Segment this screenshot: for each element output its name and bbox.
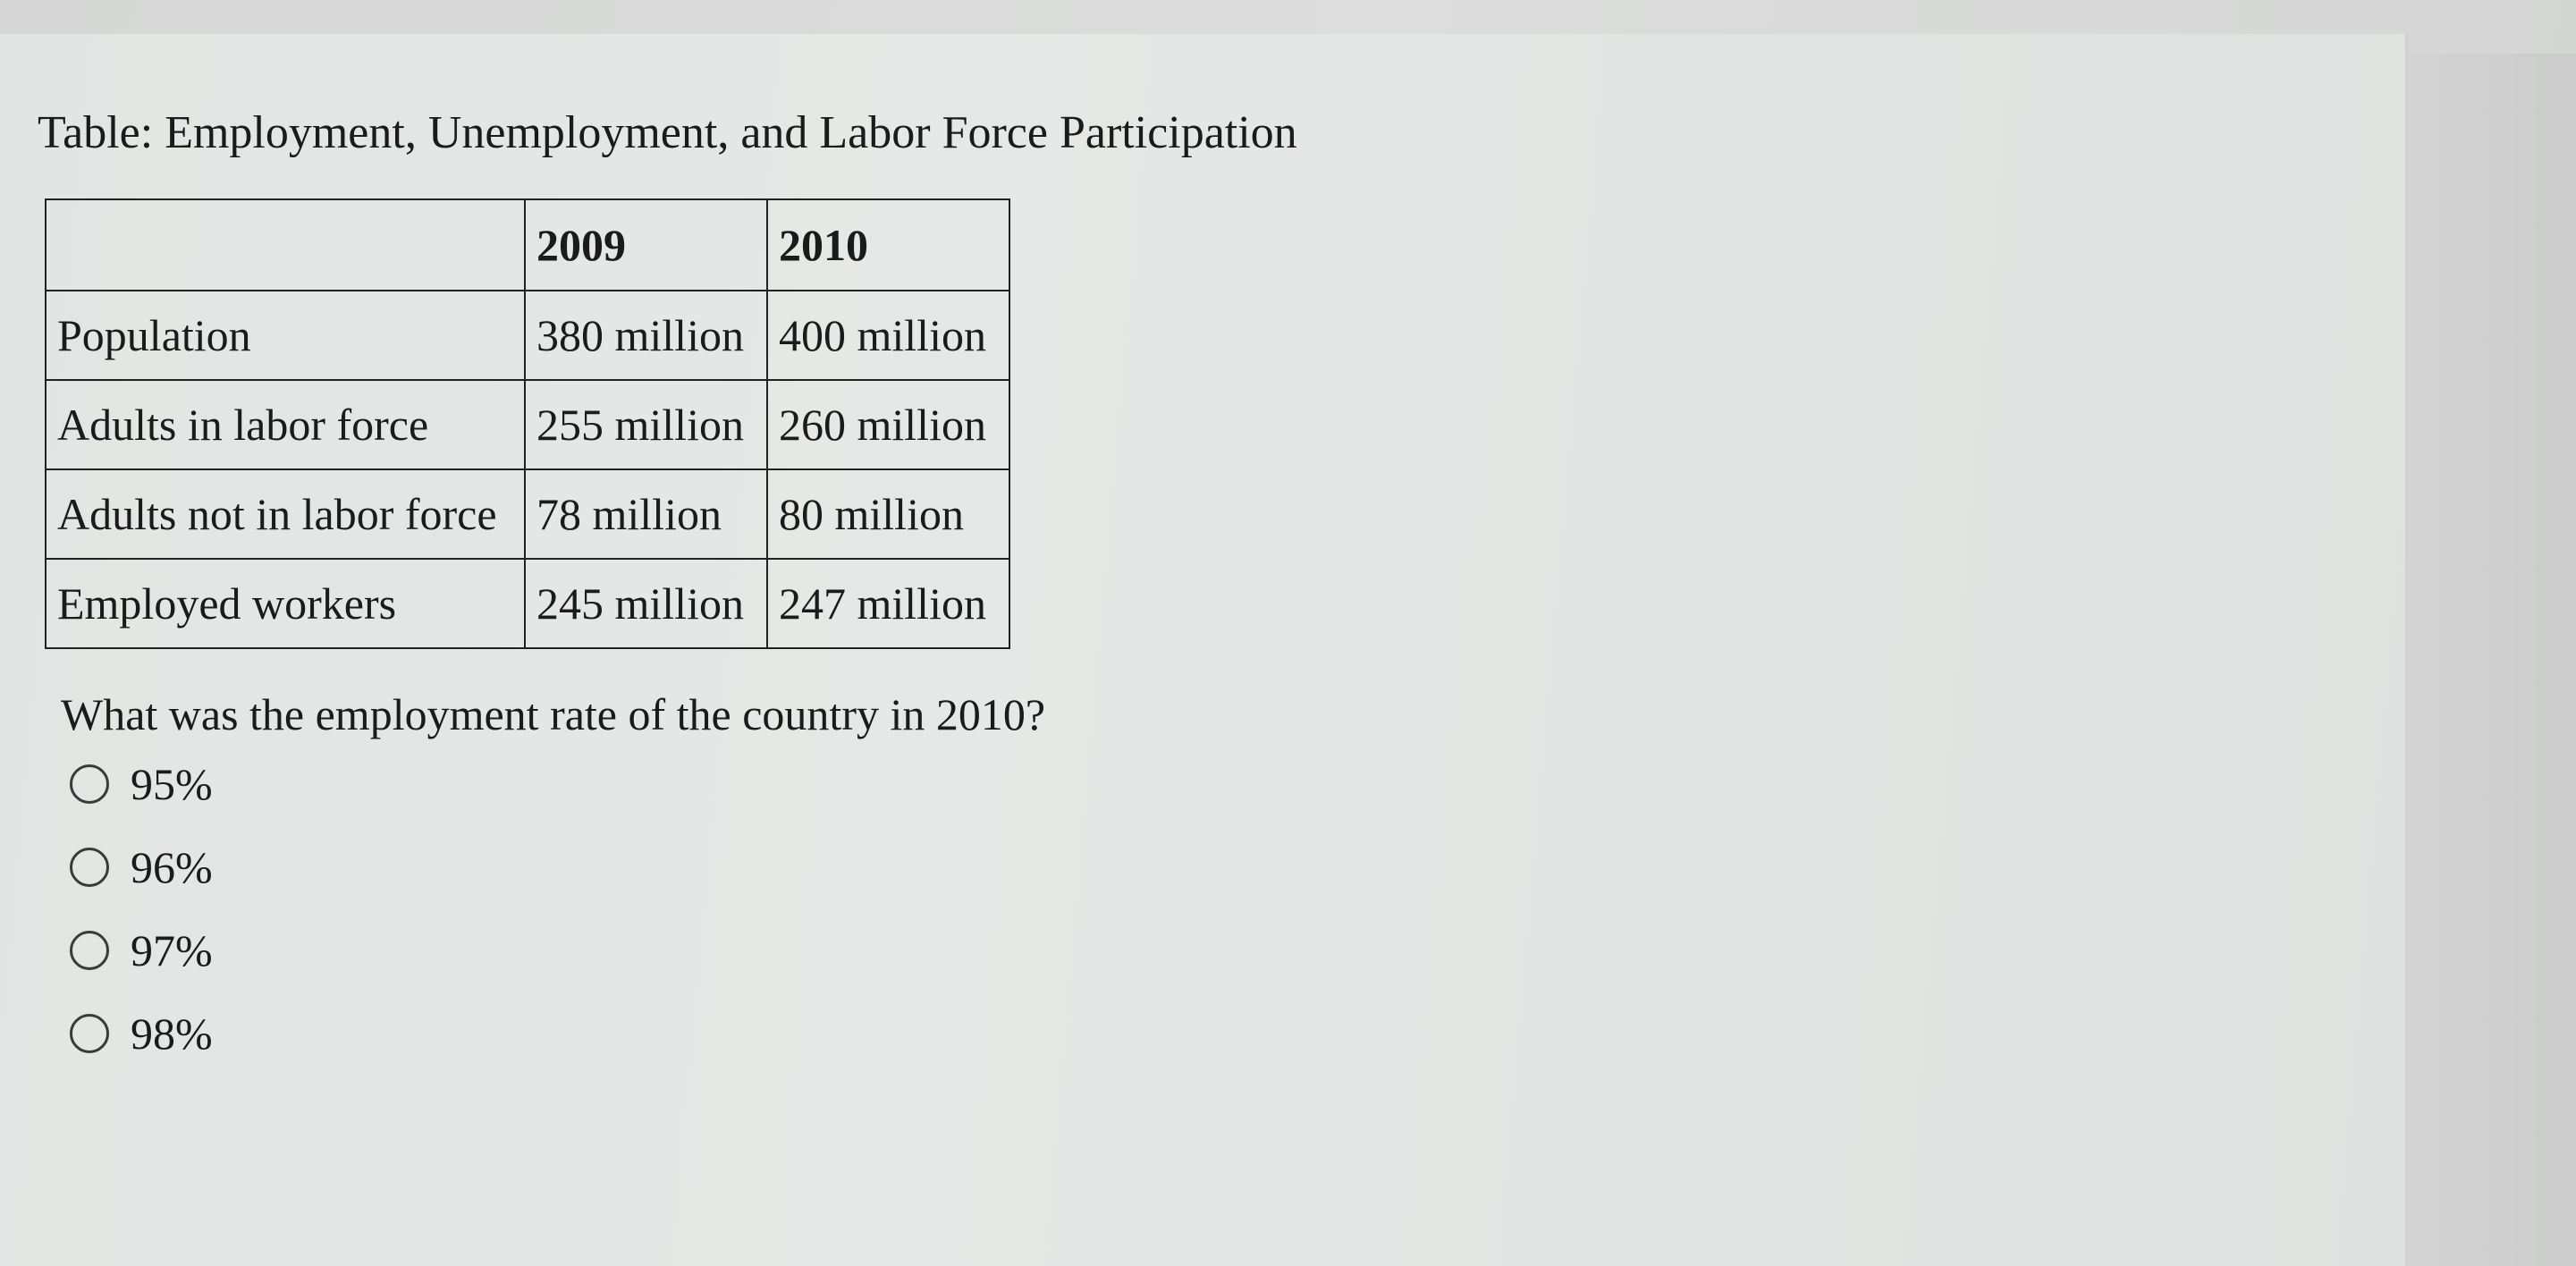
header-cell-2009: 2009 bbox=[525, 199, 767, 291]
radio-button-icon[interactable] bbox=[70, 1014, 109, 1053]
data-table bbox=[45, 198, 1010, 649]
cell-2010: 260 million bbox=[767, 380, 1009, 469]
answer-option-98[interactable] bbox=[70, 992, 213, 1075]
row-label: Adults in labor force bbox=[46, 380, 525, 469]
row-label: Adults not in labor force bbox=[46, 469, 525, 559]
cell-2010: 247 million bbox=[767, 559, 1009, 648]
header-cell-2010: 2010 bbox=[767, 199, 1009, 291]
radio-button-icon[interactable] bbox=[70, 848, 109, 887]
answer-option-95[interactable] bbox=[70, 742, 213, 825]
answer-option-96[interactable] bbox=[70, 825, 213, 908]
screen-bezel bbox=[2407, 54, 2576, 1266]
cell-2010: 80 million bbox=[767, 469, 1009, 559]
table-header-row bbox=[46, 199, 1009, 291]
table-row bbox=[46, 469, 1009, 559]
radio-button-icon[interactable] bbox=[70, 764, 109, 804]
option-label: 97% bbox=[131, 924, 213, 975]
header-cell-empty bbox=[46, 199, 525, 291]
row-label: Population bbox=[46, 291, 525, 380]
answer-options bbox=[70, 742, 213, 1075]
option-label: 95% bbox=[131, 758, 213, 809]
answer-option-97[interactable] bbox=[70, 908, 213, 992]
page-title: Table: Employment, Unemployment, and Labor Force Participation bbox=[38, 107, 1297, 158]
cell-2009: 255 million bbox=[525, 380, 767, 469]
row-label: Employed workers bbox=[46, 559, 525, 648]
cell-2009: 245 million bbox=[525, 559, 767, 648]
table-row bbox=[46, 559, 1009, 648]
cell-2009: 78 million bbox=[525, 469, 767, 559]
cell-2010: 400 million bbox=[767, 291, 1009, 380]
radio-button-icon[interactable] bbox=[70, 931, 109, 970]
option-label: 96% bbox=[131, 841, 213, 892]
cell-2009: 380 million bbox=[525, 291, 767, 380]
option-label: 98% bbox=[131, 1008, 213, 1059]
table-row bbox=[46, 291, 1009, 380]
table-row bbox=[46, 380, 1009, 469]
question-text: What was the employment rate of the country in 2010? bbox=[61, 689, 1046, 739]
